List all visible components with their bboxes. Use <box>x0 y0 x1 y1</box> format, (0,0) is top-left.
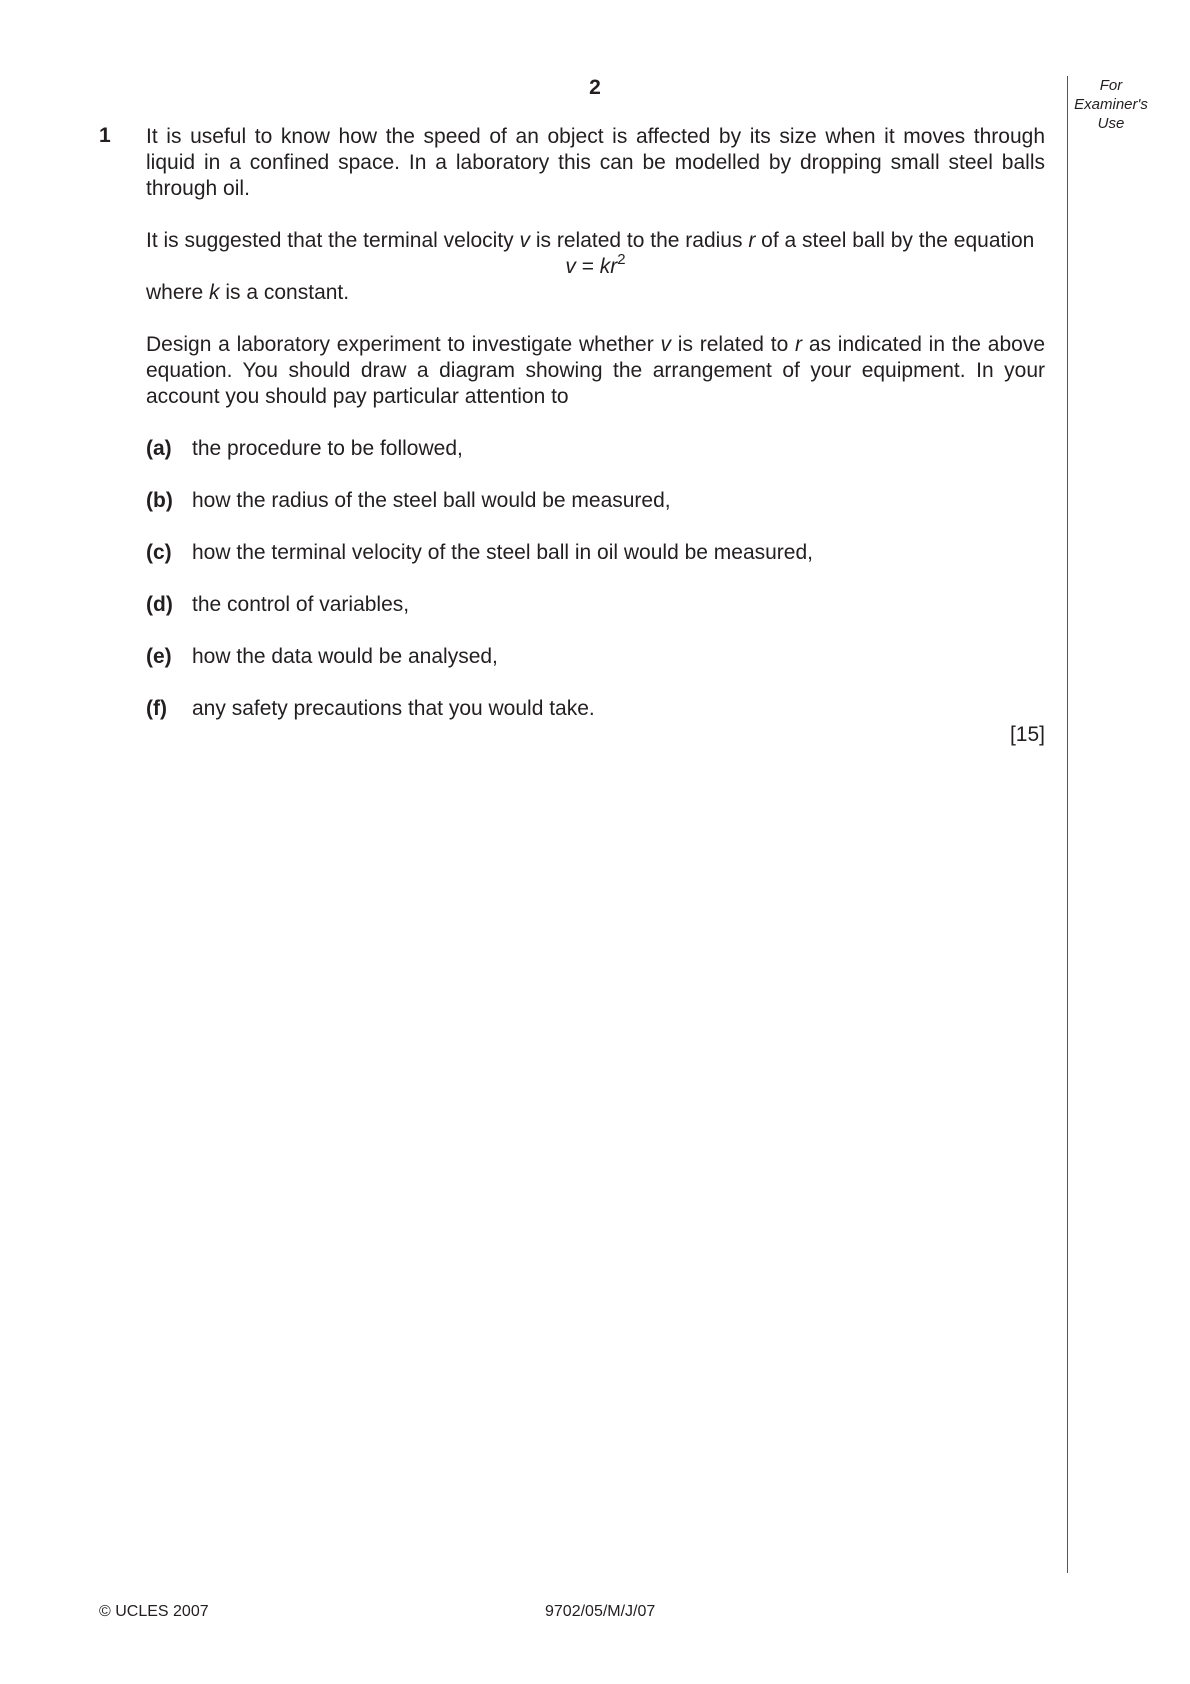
question-parts <box>146 436 1045 722</box>
variable-v: v <box>660 333 671 356</box>
equation-exponent: 2 <box>617 251 626 268</box>
question-where <box>146 280 1045 306</box>
text-run: Design a laboratory experiment to investigate whether <box>146 333 661 356</box>
part-label: (d) <box>146 593 173 616</box>
part-label: (a) <box>146 437 172 460</box>
equation-lhs: v <box>565 255 576 278</box>
examiner-use-label <box>1068 76 1154 133</box>
question-part <box>146 644 1045 670</box>
question-suggestion <box>146 228 1045 254</box>
examiner-label-line: Examiner's <box>1074 96 1148 113</box>
equation-equals: = <box>575 255 600 278</box>
part-text: the procedure to be followed, <box>192 437 463 460</box>
question-number: 1 <box>99 124 111 147</box>
part-text: any safety precautions that you would take. <box>192 697 595 720</box>
question-part <box>146 488 1045 514</box>
question-intro: It is useful to know how the speed of an object is affected by its size when it moves through liquid in a confined space. In a laboratory this can be modelled by dropping small steel balls through oil. <box>146 125 1045 200</box>
question-body <box>146 124 1045 748</box>
examiner-label-line: For <box>1099 77 1123 94</box>
copyright-footer: © UCLES 2007 <box>99 1603 209 1620</box>
variable-k: k <box>209 281 220 304</box>
question-part <box>146 540 1045 566</box>
question-part <box>146 436 1045 462</box>
text-run: of a steel ball by the equation <box>755 229 1035 252</box>
text-run: where <box>146 281 210 304</box>
examiner-margin-rule <box>1067 76 1068 1573</box>
part-label: (f) <box>146 697 167 720</box>
question-part <box>146 696 1045 722</box>
text-run: is related to the radius <box>530 229 749 252</box>
equation-rhs: kr <box>599 255 618 278</box>
text-run: It is suggested that the terminal velocity <box>146 229 520 252</box>
paper-code-footer: 9702/05/M/J/07 <box>545 1603 656 1620</box>
variable-r: r <box>795 333 803 356</box>
equation <box>146 251 1045 280</box>
variable-r: r <box>748 229 756 252</box>
part-text: how the radius of the steel ball would be measured, <box>192 489 671 512</box>
part-text: how the terminal velocity of the steel ball in oil would be measured, <box>192 541 813 564</box>
part-label: (c) <box>146 541 172 564</box>
text-run: as indicated in the above equation. You should draw a diagram showing the arrangement of your equipment. In your account you should pay particular attention to <box>146 333 1045 408</box>
examiner-label-line: Use <box>1097 115 1125 132</box>
part-text: how the data would be analysed, <box>192 645 498 668</box>
text-run: is related to <box>670 333 796 356</box>
text-run: is a constant. <box>219 281 350 304</box>
page-number: 2 <box>589 76 601 99</box>
part-label: (e) <box>146 645 172 668</box>
marks-total: [15] <box>1009 723 1045 746</box>
part-text: the control of variables, <box>192 593 410 616</box>
part-label: (b) <box>146 489 173 512</box>
variable-v: v <box>519 229 531 252</box>
question-design <box>146 332 1045 410</box>
question-part <box>146 592 1045 618</box>
